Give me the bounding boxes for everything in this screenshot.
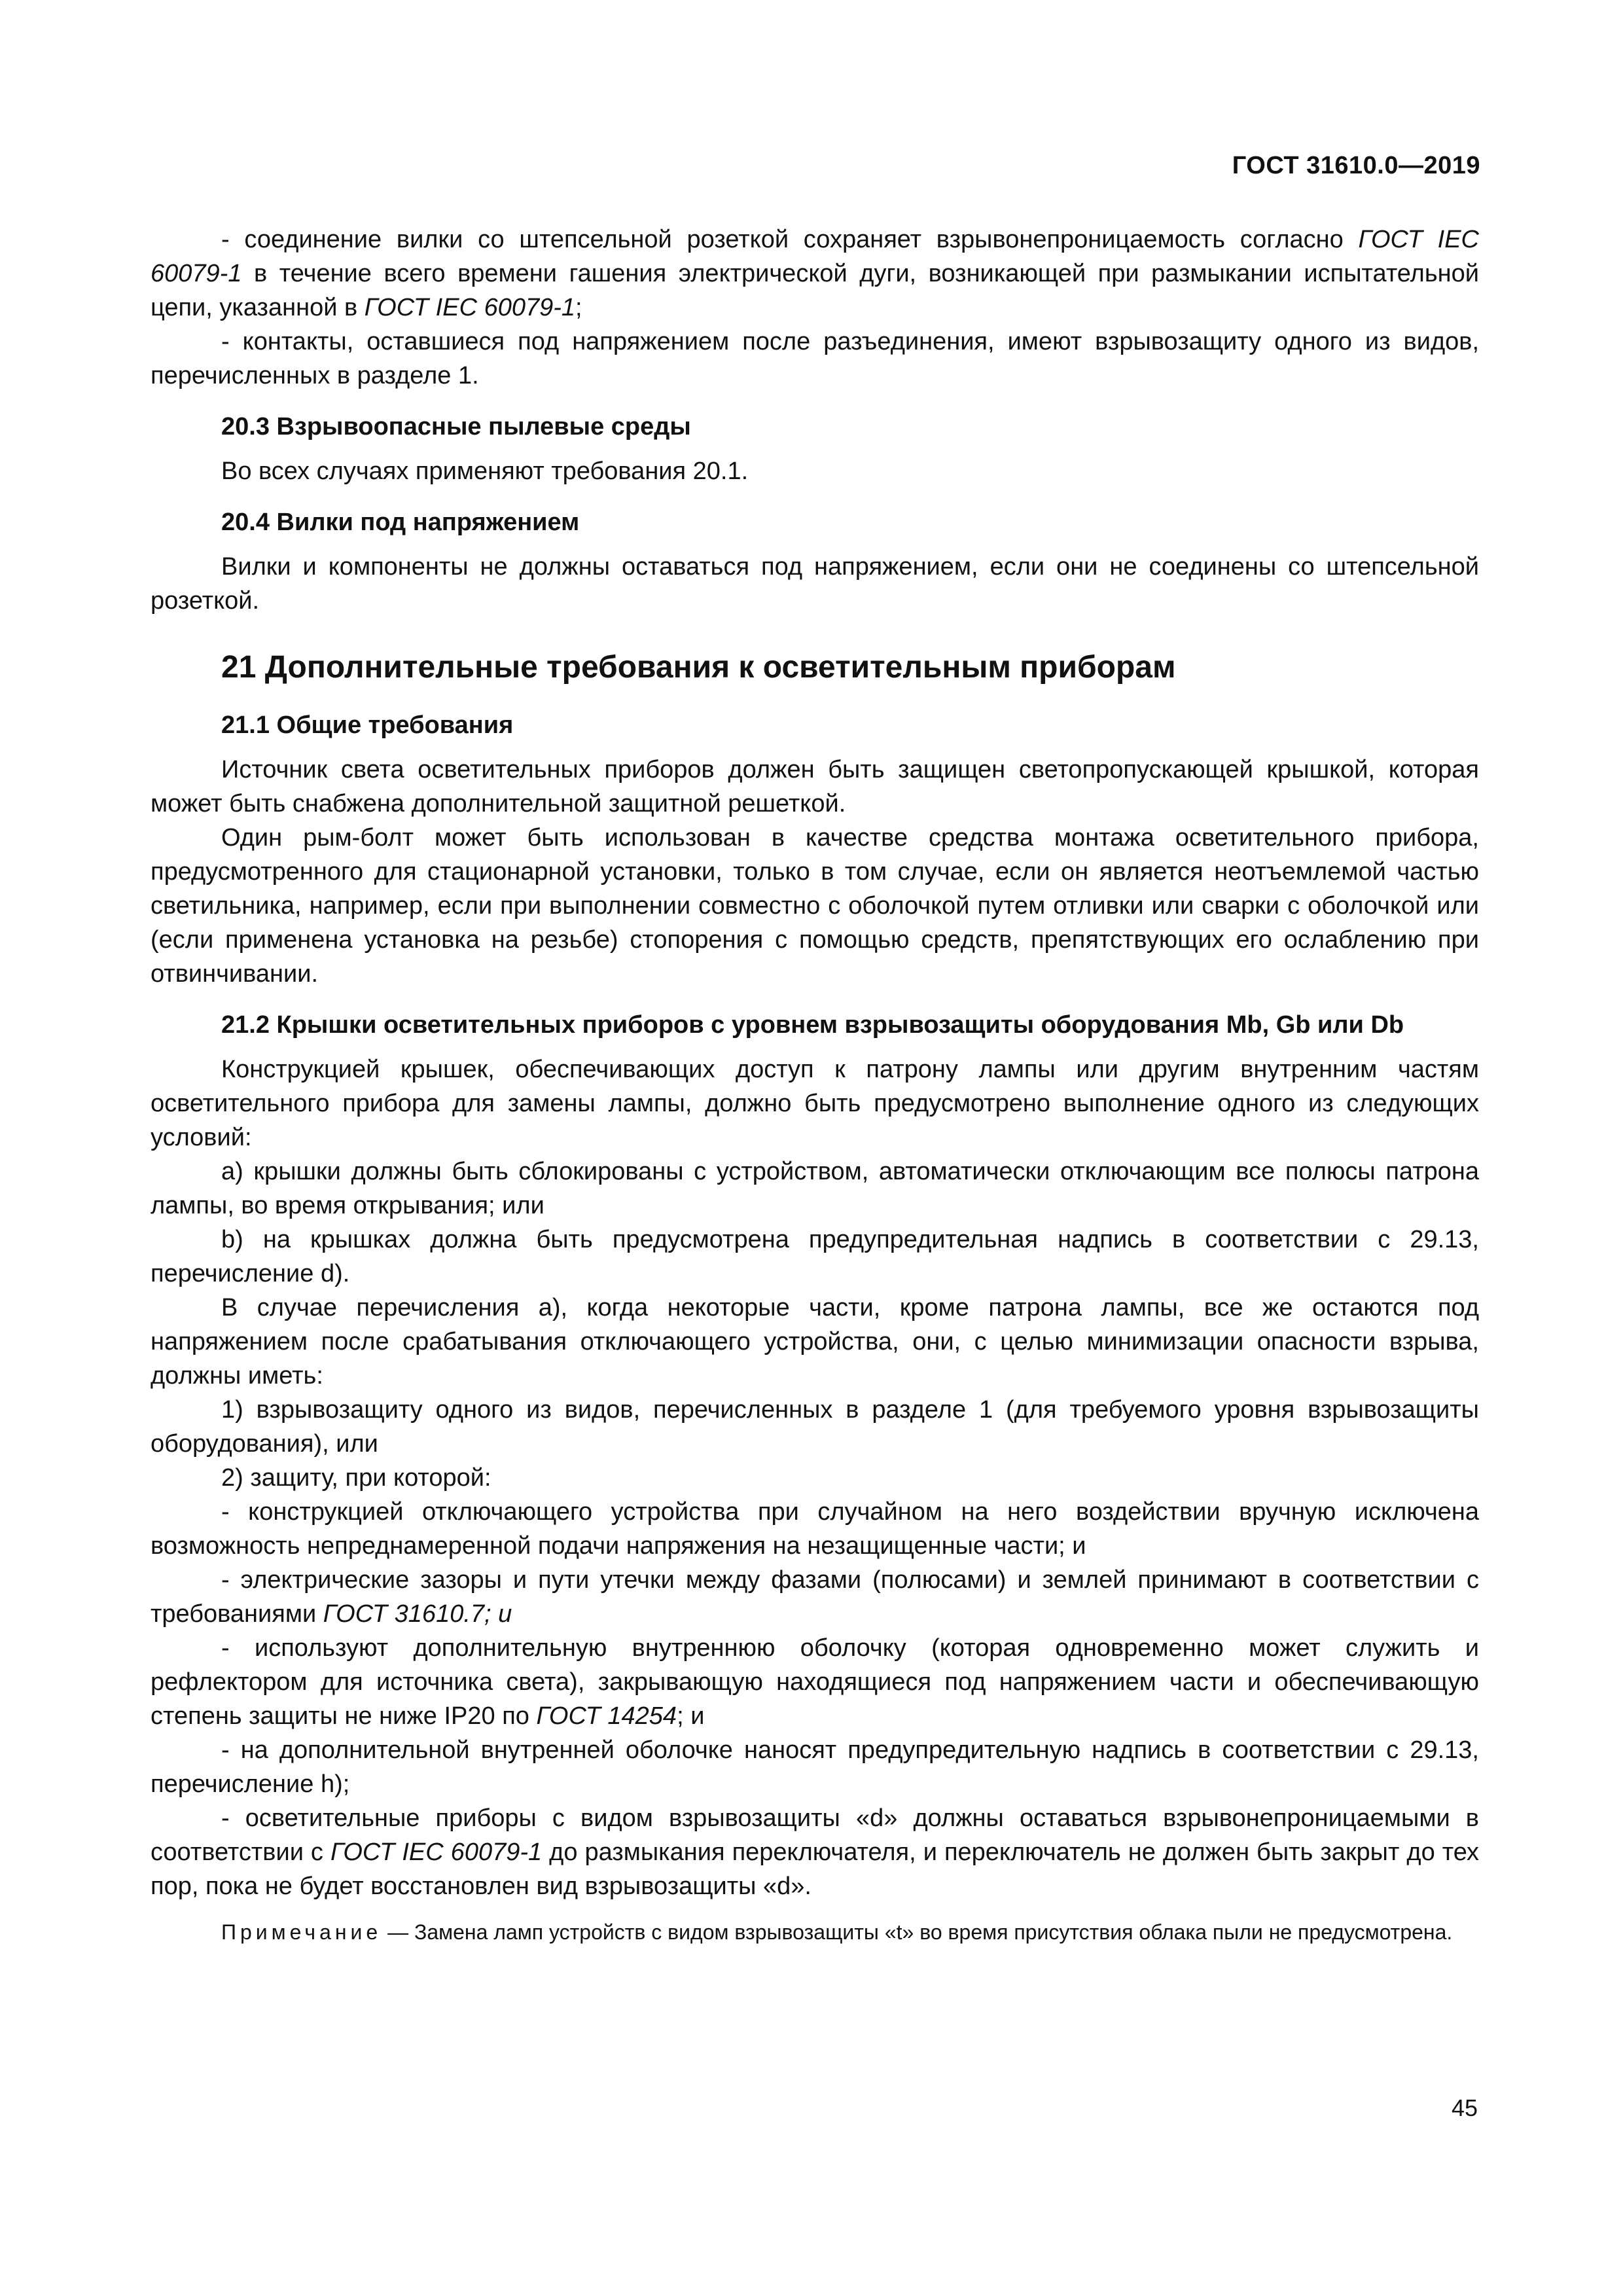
section-21-2-item-2: 2) защиту, при которой: (221, 1464, 491, 1492)
page-number: 45 (1451, 2094, 1478, 2121)
section-21-2-bullet: - конструкцией отключающего устройства при случайном на него воздействии вручную исключена возможность непреднамеренной подачи напряжения на незащищенные части; и (151, 1498, 1479, 1560)
section-21-2-bullet: - используют дополнительную внутреннюю оболочку (которая одновременно может служить и рефлектором для источника света), закрывающую находящиеся под напряжением части и обеспечивающую степень защиты не ниже IP20 по ГОСТ 14254; и (151, 1634, 1479, 1730)
section-21-2-item-b: b) на крышках должна быть предусмотрена предупредительная надпись в соответствии с 29.13, перечисление d). (151, 1226, 1479, 1287)
section-21-2-bullet: - электрические зазоры и пути утечки между фазами (полюсами) и землей принимают в соответствии с требованиями ГОСТ 31610.7; и (151, 1566, 1479, 1628)
paragraph-contacts: - контакты, оставшиеся под напряжением после разъединения, имеют взрывозащиту одного из видов, перечисленных в разделе 1. (151, 328, 1479, 389)
paragraph-plug-connection: - соединение вилки со штепсельной розеткой сохраняет взрывонепроницаемость согласно ГОСТ IEC 60079-1 в течение всего времени гашения электрической дуги, возникающей при размыкании испытательной цепи, указанной в ГОСТ IEC 60079-1; (151, 226, 1479, 321)
section-20-4-title: 20.4 Вилки под напряжением (221, 509, 580, 536)
section-20-4-text: Вилки и компоненты не должны оставаться под напряжением, если они не соединены со штепсельной розеткой. (151, 553, 1479, 615)
reference-gost-iec-60079-1: ГОСТ IEC 60079-1 (151, 226, 1479, 287)
section-21-2-title: 21.2 Крышки осветительных приборов с уровнем взрывозащиты оборудования Mb, Gb или Db (221, 1011, 1404, 1039)
section-20-3-title: 20.3 Взрывоопасные пылевые среды (221, 413, 691, 440)
document-code: ГОСТ 31610.0—2019 (1232, 152, 1480, 179)
section-21-1-title: 21.1 Общие требования (221, 711, 514, 739)
section-21-title: 21 Дополнительные требования к осветительным приборам (221, 650, 1176, 685)
section-21-2-paragraph: Конструкцией крышек, обеспечивающих доступ к патрону лампы или другим внутренним частям осветительного прибора для замены лампы, должно быть предусмотрено выполнение одного из следующих условий: (151, 1056, 1479, 1151)
reference-gost-14254: ГОСТ 14254 (536, 1702, 677, 1730)
section-21-1-paragraph: Один рым-болт может быть использован в качестве средства монтажа осветительного прибора, предусмотренного для стационарной установки, только в том случае, если он является неотъемлемой частью светильника, например, если при выполнении совместно с оболочкой путем отливки или сварки с оболочкой или (если применена установка на резьбе) стопорения с помощью средств, препятствующих его ослаблению при отвинчивании. (151, 824, 1479, 988)
section-21-2-item-1: 1) взрывозащиту одного из видов, перечисленных в разделе 1 (для требуемого уровня взрывозащиты оборудования), или (151, 1396, 1479, 1458)
section-20-3-text: Во всех случаях применяют требования 20.1. (221, 457, 749, 485)
note-text: — Замена ламп устройств с видом взрывозащиты «t» во время присутствия облака пыли не предусмотрена. (382, 1920, 1453, 1944)
reference-gost-iec-60079-1: ГОСТ IEC 60079-1 (330, 1839, 543, 1866)
section-21-2-paragraph: В случае перечисления а), когда некоторые части, кроме патрона лампы, все же остаются под напряжением после срабатывания отключающего устройства, они, с целью минимизации опасности взрыва, должны иметь: (151, 1294, 1479, 1390)
section-21-2-bullet: - осветительные приборы с видом взрывозащиты «d» должны оставаться взрывонепроницаемыми в соответствии с ГОСТ IEC 60079-1 до размыкания переключателя, и переключатель не должен быть закрыт до тех пор, пока не будет восстановлен вид взрывозащиты «d». (151, 1804, 1479, 1900)
section-21-1-paragraph: Источник света осветительных приборов должен быть защищен светопропускающей крышкой, которая может быть снабжена дополнительной защитной решеткой. (151, 756, 1479, 817)
page-content (151, 223, 1479, 1946)
note (151, 1918, 1479, 1946)
reference-gost-31610-7: ГОСТ 31610.7; и (323, 1600, 512, 1628)
section-21-2-bullet: - на дополнительной внутренней оболочке наносят предупредительную надпись в соответствии с 29.13, перечисление h); (151, 1736, 1479, 1798)
note-label: Примечание (221, 1920, 382, 1944)
reference-gost-iec-60079-1: ГОСТ IEC 60079-1 (364, 294, 576, 321)
section-21-2-item-a: а) крышки должны быть сблокированы с устройством, автоматически отключающим все полюсы патрона лампы, во время открывания; или (151, 1158, 1479, 1219)
